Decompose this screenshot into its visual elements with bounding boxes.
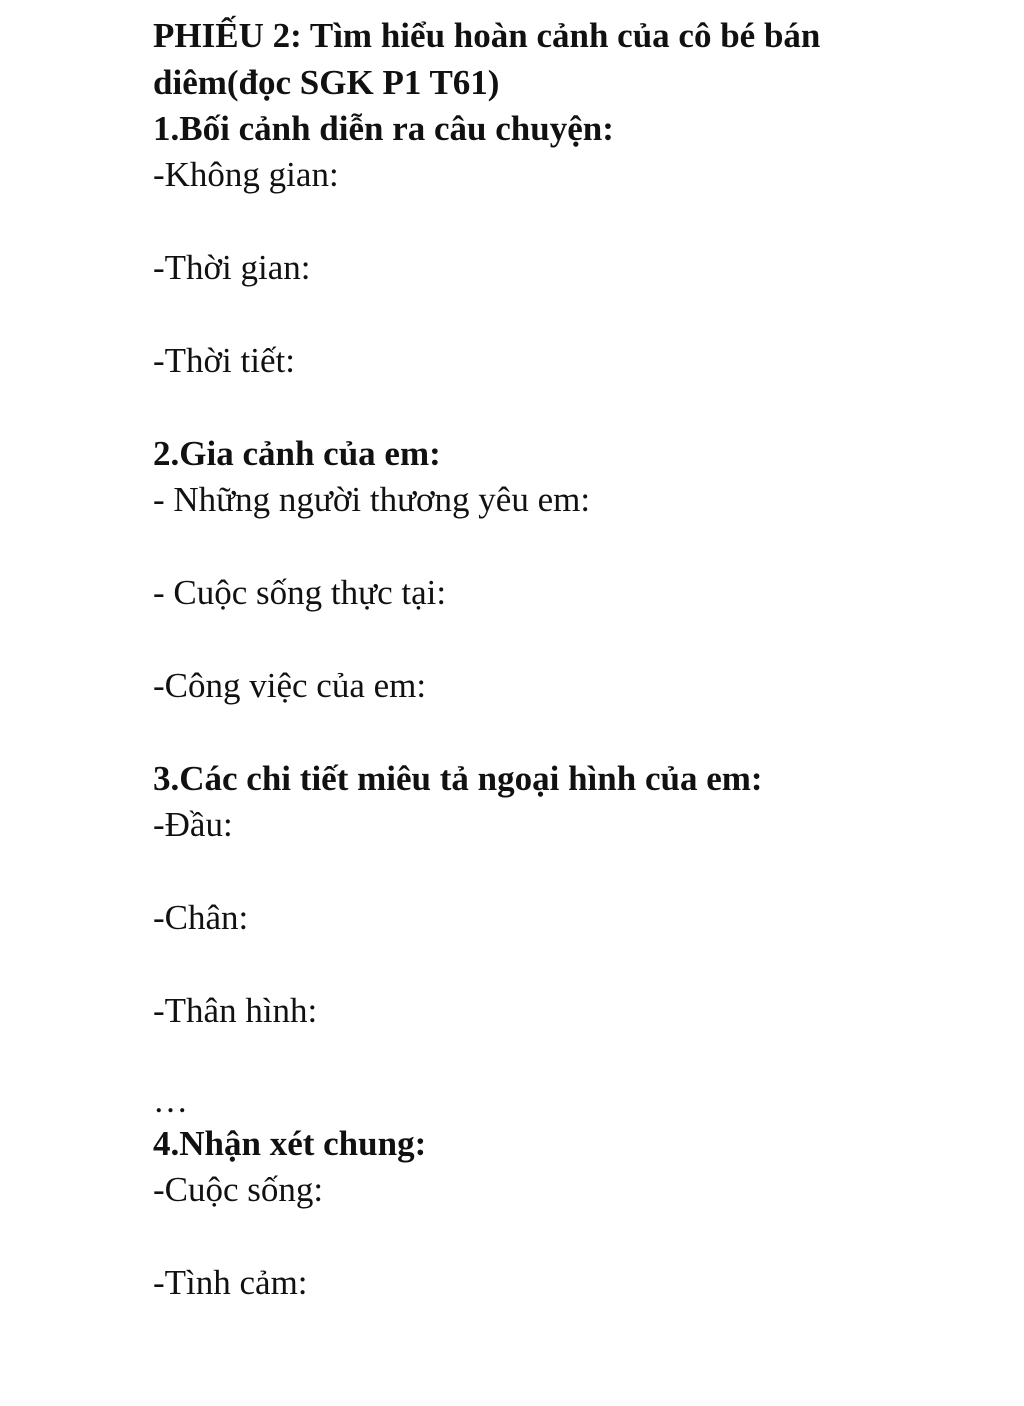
- section-3: [153, 756, 953, 1121]
- section-1-heading: 1.Bối cảnh diễn ra câu chuyện:: [153, 109, 614, 148]
- worksheet-title-line-2: diêm(đọc SGK P1 T61): [153, 63, 500, 102]
- prompt-thoi-gian: -Thời gian:: [153, 248, 311, 287]
- prompt-chan: -Chân:: [153, 898, 249, 937]
- prompt-thoi-tiet: -Thời tiết:: [153, 341, 295, 380]
- section-1: [153, 106, 953, 384]
- prompt-cuoc-song: -Cuộc sống:: [153, 1170, 324, 1209]
- prompt-khong-gian: -Không gian:: [153, 155, 339, 194]
- prompt-cuoc-song-thuc-tai: - Cuộc sống thực tại:: [153, 573, 447, 612]
- worksheet: [153, 12, 953, 1306]
- worksheet-title-line-1: PHIẾU 2: Tìm hiểu hoàn cảnh của cô bé bán: [153, 16, 821, 55]
- prompt-than-hinh: -Thân hình:: [153, 991, 318, 1030]
- section-4: [153, 1121, 953, 1306]
- prompt-dau: -Đầu:: [153, 805, 233, 844]
- prompt-tinh-cam: -Tình cảm:: [153, 1263, 308, 1302]
- section-2: [153, 431, 953, 709]
- prompt-cong-viec: -Công việc của em:: [153, 666, 427, 705]
- prompt-nhung-nguoi-thuong-yeu: - Những người thương yêu em:: [153, 480, 591, 519]
- section-4-heading: 4.Nhận xét chung:: [153, 1124, 427, 1163]
- section-3-heading: 3.Các chi tiết miêu tả ngoại hình của em:: [153, 759, 763, 798]
- section-2-heading: 2.Gia cảnh của em:: [153, 434, 441, 473]
- section-3-ellipsis: …: [153, 1081, 188, 1120]
